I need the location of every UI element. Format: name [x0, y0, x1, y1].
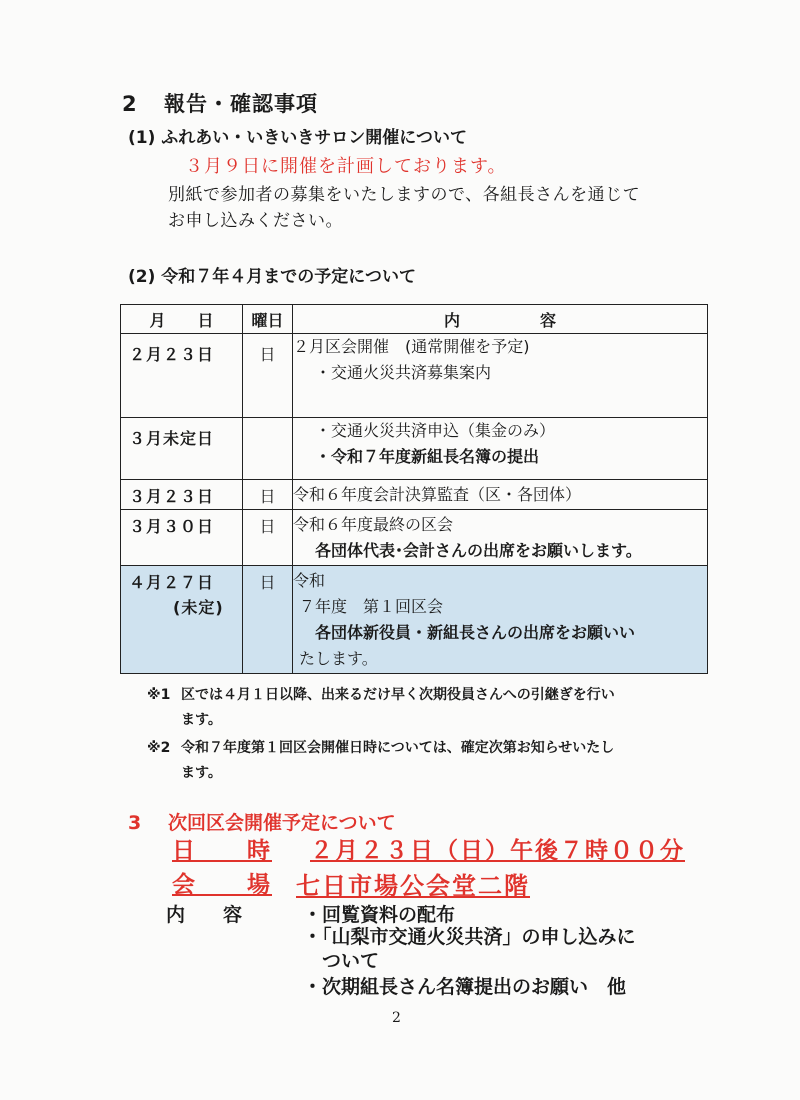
row-content-line: 令和６年度会計決算監査（区・各団体） [293, 485, 582, 504]
note-text: 令和７年度第１回区会開催日時については、確定次第お知らせいたし [181, 740, 615, 756]
note-1-continued: ます。 [181, 712, 222, 728]
row-date: ３月３０日 [129, 517, 215, 536]
row-content-line: ２月区会開催 (通常開催を予定) [293, 337, 530, 356]
schedule-table [120, 304, 708, 674]
meeting-date-value: ２月２３日（日）午後７時００分 [310, 838, 685, 864]
section-2-heading [122, 88, 318, 118]
item-1-text-line-1: 別紙で参加者の募集をいたしますので、各組長さんを通じて [168, 185, 641, 205]
note-2-continued: ます。 [181, 765, 222, 781]
row-day: 日 [259, 517, 276, 536]
note-mark: ※2 [147, 740, 171, 756]
note-2 [147, 737, 614, 757]
row-date-note: (未定) [173, 598, 224, 617]
row-content-line: 各団体代表･会計さんの出席をお願いします。 [315, 541, 642, 560]
row-date: ３月未定日 [129, 429, 215, 448]
page-number: 2 [392, 1010, 401, 1026]
salon-date-highlight: ３月９日に開催を計画しております。 [185, 156, 507, 177]
table-row [121, 418, 708, 480]
meeting-content-label: 内 容 [166, 904, 243, 926]
table-header-row [121, 305, 708, 334]
row-content-line: ・交通火災共済申込（集金のみ） [315, 421, 556, 440]
row-content-line: 令和６年度最終の区会 [293, 515, 454, 534]
section-2-number: 2 [122, 92, 138, 116]
note-text: 区では４月１日以降、出来るだけ早く次期役員さんへの引継ぎを行い [181, 687, 615, 703]
row-content-line: 各団体新役員・新組長さんの出席をお願いい [315, 623, 636, 642]
row-day: 日 [259, 345, 276, 364]
item-2-heading: (2) 令和７年４月までの予定について [128, 267, 416, 287]
note-1 [147, 684, 615, 704]
table-row [121, 334, 708, 418]
header-day: 曜日 [243, 305, 293, 334]
section-2-title: 報告・確認事項 [164, 92, 318, 116]
section-3-number: 3 [128, 812, 142, 834]
table-row [121, 480, 708, 510]
row-content-line: ・交通火災共済募集案内 [315, 363, 492, 382]
row-content-line: ７年度 第１回区会 [299, 597, 444, 616]
section-3-heading [128, 808, 396, 835]
table-row [121, 510, 708, 566]
meeting-content-item: ついて [322, 950, 380, 972]
section-3-title: 次回区会開催予定について [168, 812, 396, 834]
meeting-content-item: ・次期組長さん名簿提出のお願い 他 [303, 976, 627, 998]
meeting-date-label: 日 時 [172, 838, 272, 864]
row-day: 日 [259, 573, 276, 592]
row-date: ４月２７日 [129, 573, 215, 592]
meeting-venue-label: 会 場 [172, 872, 272, 898]
row-content-line: ・令和７年度新組長名簿の提出 [315, 447, 540, 466]
item-1-text-line-2: お申し込みください。 [168, 211, 343, 231]
table-row-highlighted [121, 566, 708, 674]
row-content-line: 令和 [293, 571, 326, 590]
row-content-line: たします。 [299, 649, 378, 668]
meeting-content-item: ・回覧資料の配布 [303, 904, 456, 926]
meeting-content-item: ・「山梨市交通火災共済」の申し込みに [303, 926, 636, 948]
meeting-venue-value: 七日市場公会堂二階 [296, 872, 530, 900]
row-date: ３月２３日 [129, 487, 215, 506]
item-1-heading: (1) ふれあい・いきいきサロン開催について [128, 128, 467, 148]
header-date: 月 日 [121, 305, 243, 334]
note-mark: ※1 [147, 687, 171, 703]
row-day: 日 [259, 487, 276, 506]
row-day [243, 418, 292, 426]
row-date: ２月２３日 [129, 345, 215, 364]
header-content: 内 容 [293, 305, 708, 334]
